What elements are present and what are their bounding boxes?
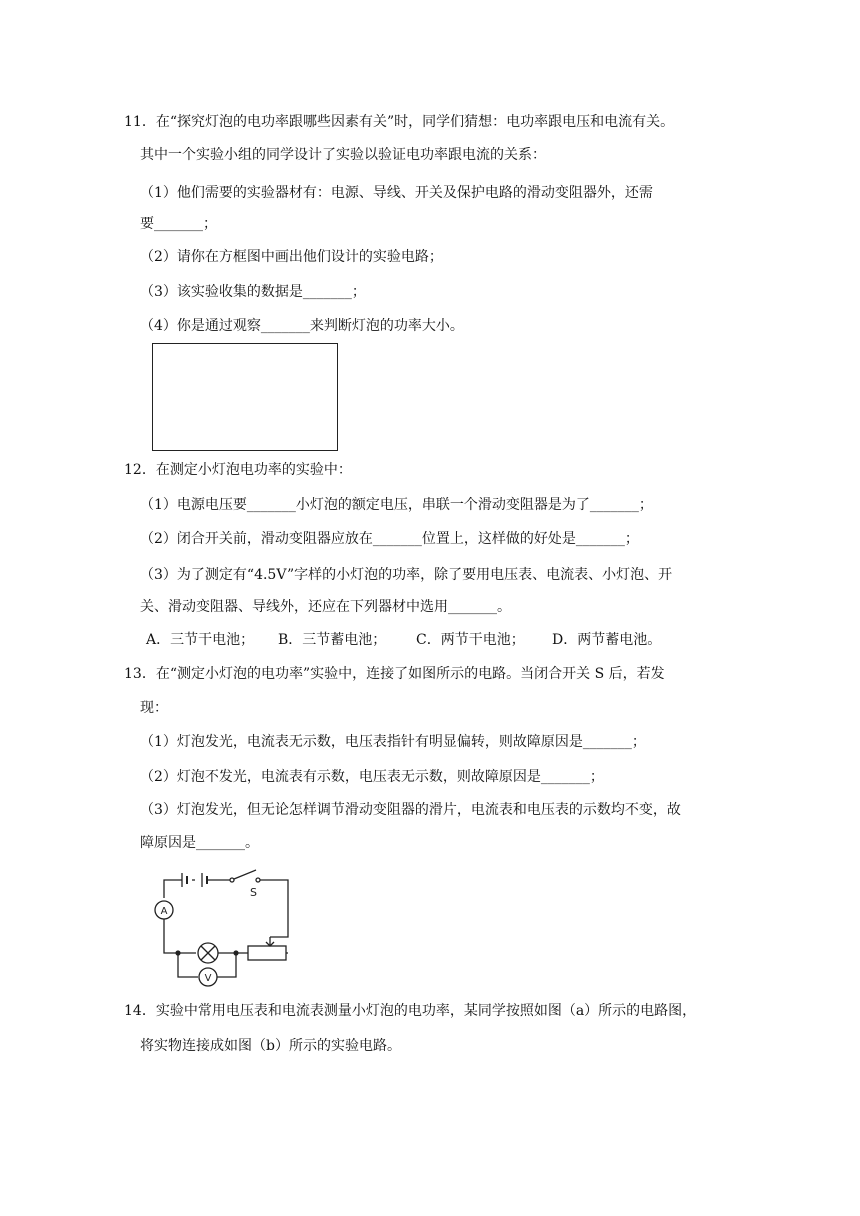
- q13-part3-line2: 障原因是_______。: [140, 835, 259, 851]
- q13-part1: （1）灯泡发光，电流表无示数，电压表指针有明显偏转，则故障原因是_______；: [140, 734, 646, 750]
- q12-part3-line1: （3）为了测定有“4.5V”字样的小灯泡的功率，除了要用电压表、电流表、小灯泡、开: [140, 567, 673, 583]
- q11-part3: （3）该实验收集的数据是_______；: [140, 284, 366, 300]
- q14-stem-line1: 14．实验中常用电压表和电流表测量小灯泡的电功率，某同学按照如图（a）所示的电路图，: [124, 1003, 697, 1019]
- q13-part3-line1: （3）灯泡发光，但无论怎样调节滑动变阻器的滑片，电流表和电压表的示数均不变，故: [140, 802, 681, 818]
- q12-part1: （1）电源电压要_______小灯泡的额定电压，串联一个滑动变阻器是为了_______；: [140, 497, 653, 513]
- q11-stem-line2: 其中一个实验小组的同学设计了实验以验证电功率跟电流的关系：: [140, 147, 546, 163]
- q11-part1-line1: （1）他们需要的实验器材有：电源、导线、开关及保护电路的滑动变阻器外，还需: [140, 185, 653, 201]
- switch-label: S: [250, 886, 257, 899]
- option-d: D．两节蓄电池。: [552, 632, 662, 648]
- option-b: B．三节蓄电池；: [278, 632, 387, 648]
- q12-part2: （2）闭合开关前，滑动变阻器应放在_______位置上，这样做的好处是_______；: [140, 531, 639, 547]
- q11-part4: （4）你是通过观察_______来判断灯泡的功率大小。: [140, 318, 464, 334]
- q11-part1-line2: 要_______；: [140, 216, 217, 232]
- circuit-diagram: [150, 860, 300, 990]
- q12-options: [146, 630, 661, 650]
- voltmeter-label: V: [204, 973, 212, 984]
- option-c: C．两节干电池；: [416, 632, 525, 648]
- q12-part3-line2: 关、滑动变阻器、导线外，还应在下列器材中选用_______。: [140, 599, 511, 615]
- q11-part2: （2）请你在方框图中画出他们设计的实验电路；: [140, 249, 443, 265]
- q13-part2: （2）灯泡不发光，电流表有示数，电压表无示数，则故障原因是_______；: [140, 769, 604, 785]
- q11-stem-line1: 11．在“探究灯泡的电功率跟哪些因素有关”时，同学们猜想：电功率跟电压和电流有关。: [124, 114, 675, 130]
- q13-stem-line2: 现：: [140, 700, 168, 716]
- q12-stem: 12．在测定小灯泡电功率的实验中：: [124, 462, 352, 478]
- q14-stem-line2: 将实物连接成如图（b）所示的实验电路。: [140, 1038, 401, 1054]
- ammeter-label: A: [160, 906, 168, 917]
- option-a: A．三节干电池；: [146, 632, 255, 648]
- q13-stem-line1: 13．在“测定小灯泡的电功率”实验中，连接了如图所示的电路。当闭合开关 S 后，若发: [124, 666, 665, 682]
- circuit-drawing-box: [152, 343, 338, 451]
